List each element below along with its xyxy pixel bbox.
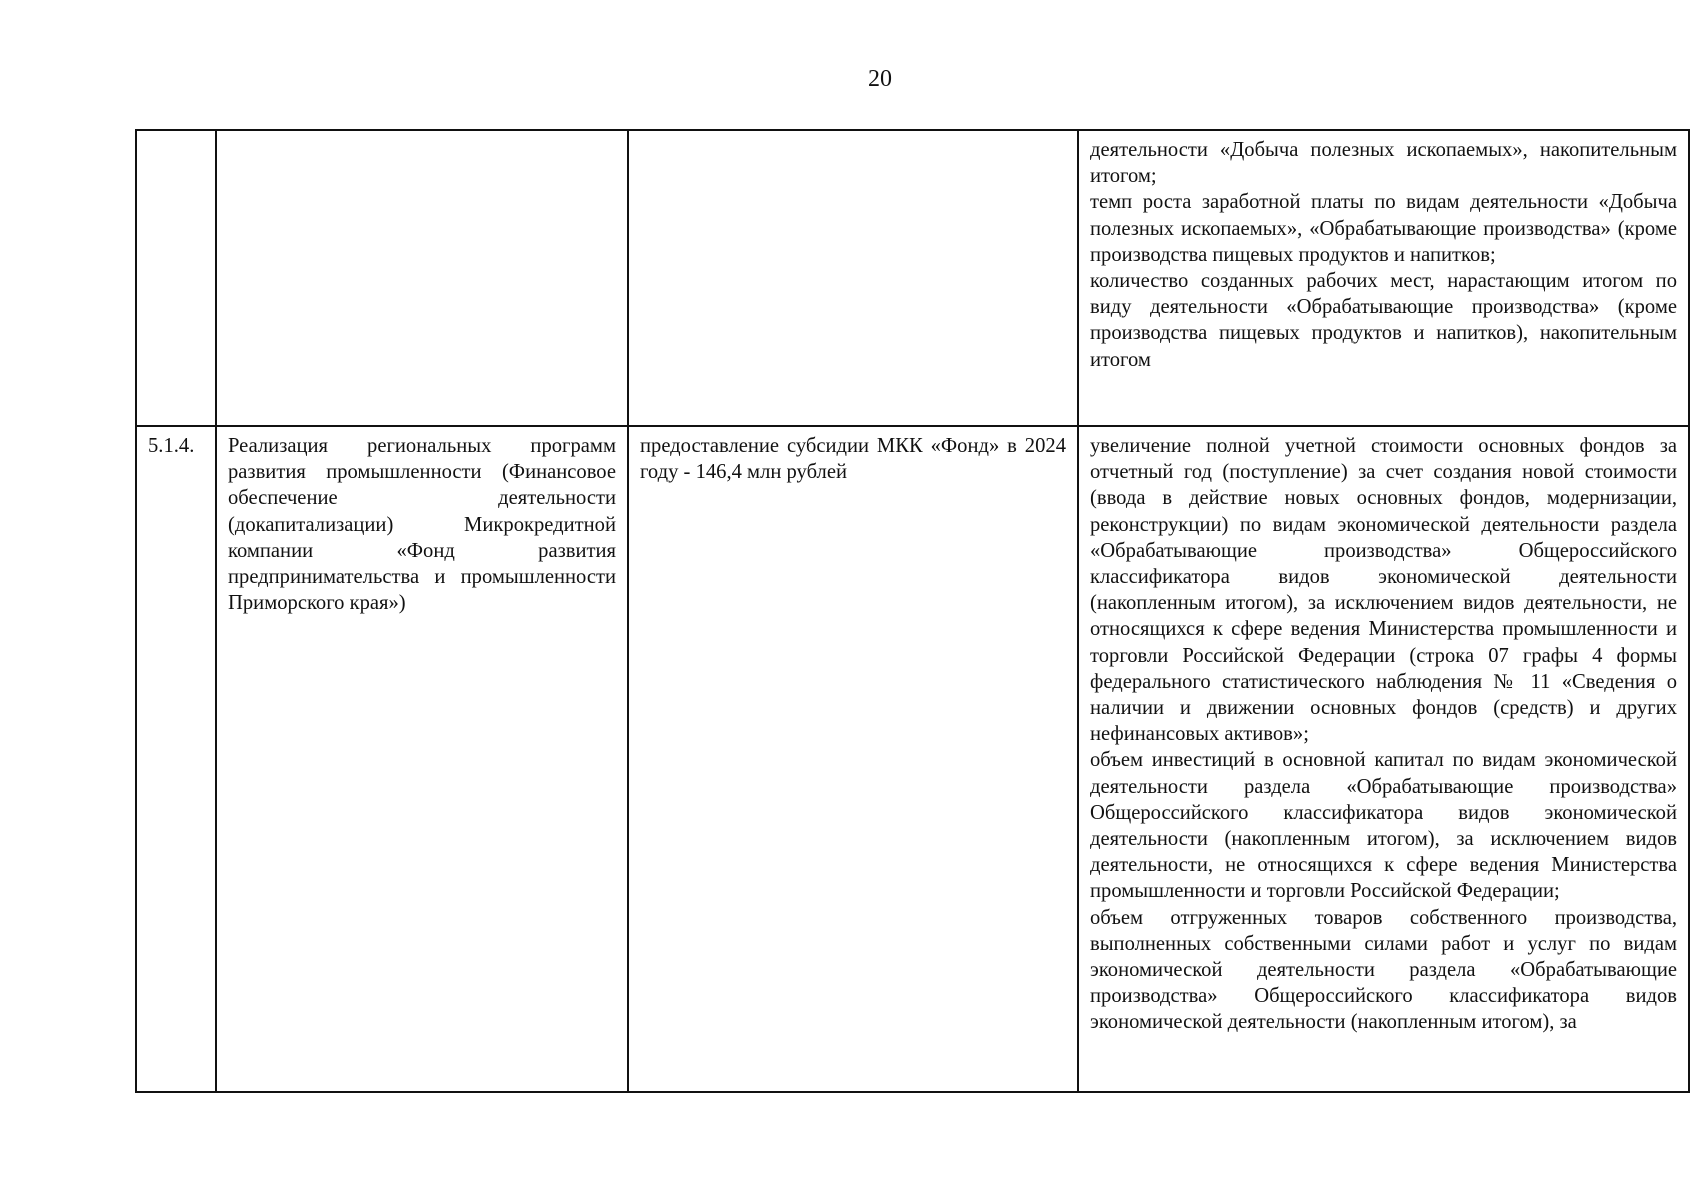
indicator-item: деятельности «Добыча полезных ископаемых», накопительным итогом; <box>1090 139 1677 188</box>
indicators-cell <box>1078 426 1689 1092</box>
table-row <box>136 130 1689 426</box>
indicators-cell <box>1078 130 1689 426</box>
row-number-cell <box>136 130 216 426</box>
page-number: 20 <box>868 66 892 92</box>
measures-table <box>135 129 1690 1093</box>
row-number-cell: 5.1.4. <box>136 426 216 1092</box>
indicator-item: количество созданных рабочих мест, нарастающим итогом по виду деятельности «Обрабатывающие производства» (кроме производства пищевых продуктов и напитков), накопительным итогом <box>1090 270 1677 371</box>
table-row <box>136 426 1689 1092</box>
funding-cell: предоставление субсидии МКК «Фонд» в 2024 году - 146,4 млн рублей <box>628 426 1078 1092</box>
indicator-item: объем инвестиций в основной капитал по видам экономической деятельности раздела «Обрабатывающие производства» Общероссийского классификатора видов экономической деятельности (накопленным итогом), за исключением видов деятельности, не относящихся к сфере ведения Министерства промышленности и торговли Российской Федерации; <box>1090 749 1677 903</box>
indicator-item: объем отгруженных товаров собственного производства, выполненных собственными силами работ и услуг по видам экономической деятельности раздела «Обрабатывающие производства» Общероссийского классификатора видов экономической деятельности (накопленным итогом), за <box>1090 906 1677 1034</box>
indicator-item: увеличение полной учетной стоимости основных фондов за отчетный год (поступление) за счет создания новой стоимости (ввода в действие новых основных фондов, модернизации, реконструкции) по видам экономической деятельности раздела «Обрабатывающие производства» Общероссийского классификатора видов экономической деятельности (накопленным итогом), за исключением видов деятельности, не относящихся к сфере ведения Министерства промышленности и торговли Российской Федерации (строка 07 графы 4 формы федерального статистического наблюдения № 11 «Сведения о наличии и движении основных фондов (средств) и других нефинансовых активов»; <box>1090 435 1677 746</box>
funding-cell <box>628 130 1078 426</box>
indicator-item: темп роста заработной платы по видам деятельности «Добыча полезных ископаемых», «Обрабатывающие производства» (кроме производства пищевых продуктов и напитков; <box>1090 191 1677 266</box>
measure-name-cell: Реализация региональных программ развития промышленности (Финансовое обеспечение деятельности (докапитализации) Микрокредитной компании «Фонд развития предпринимательства и промышленности Приморского края») <box>216 426 628 1092</box>
measure-name-cell <box>216 130 628 426</box>
